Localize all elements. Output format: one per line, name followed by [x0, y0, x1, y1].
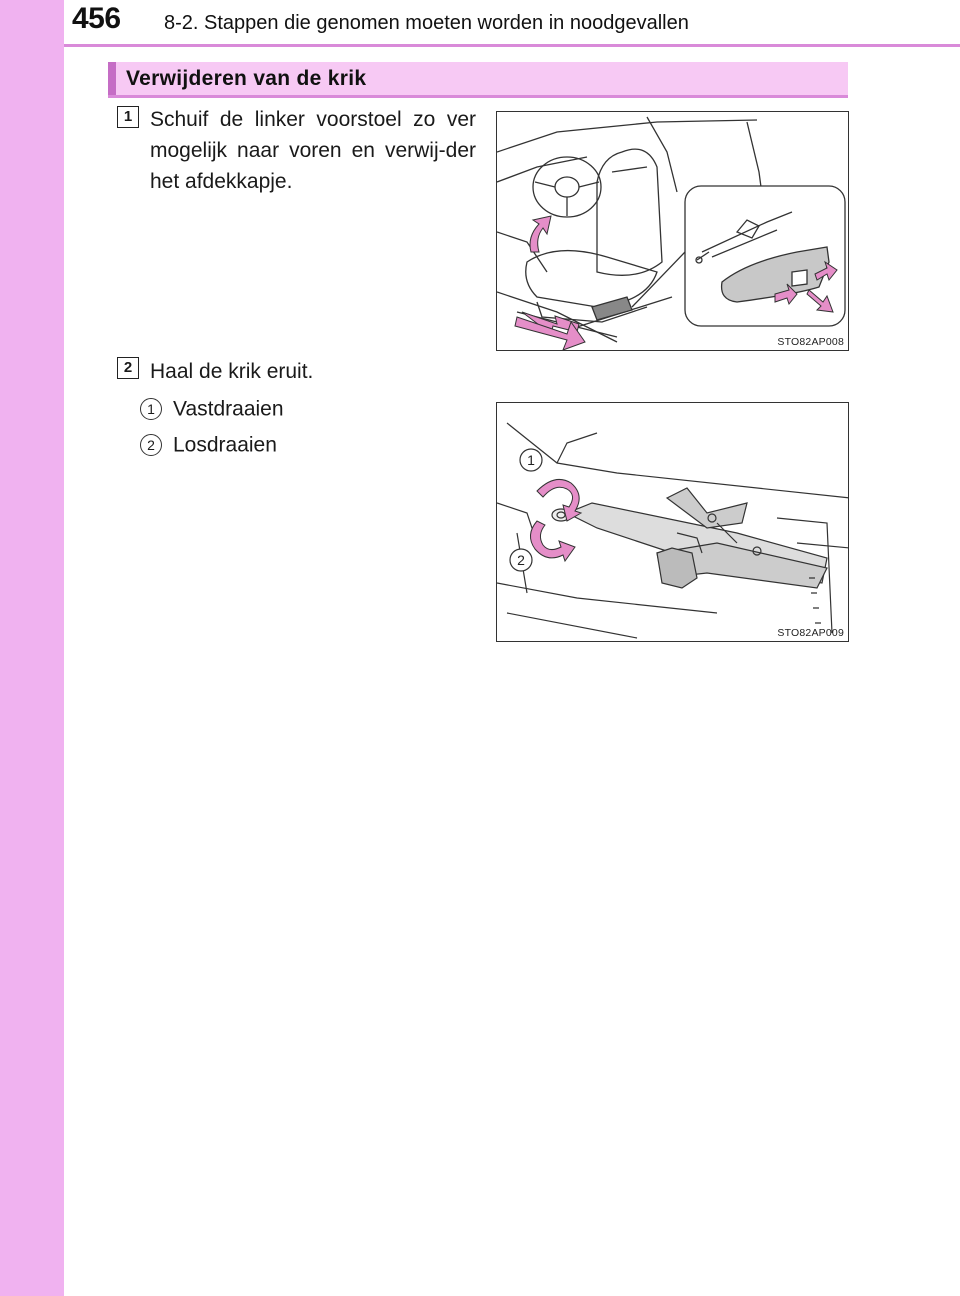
step-1-badge: 1 — [117, 106, 139, 128]
section-heading — [108, 62, 848, 98]
legend-item-tighten — [140, 397, 284, 423]
side-margin-band — [0, 0, 64, 1296]
figure-seat-cover — [496, 111, 849, 351]
section-title: Verwijderen van de krik — [126, 67, 367, 90]
legend-label: Losdraaien — [173, 433, 277, 457]
jack-illustration — [497, 403, 849, 642]
figure-1-code: STO82AP008 — [777, 336, 844, 348]
section-accent — [108, 62, 116, 95]
step-2-text: Haal de krik eruit. — [150, 360, 314, 383]
legend-number: 1 — [140, 398, 162, 420]
legend-number: 2 — [140, 434, 162, 456]
figure-callout-1: 1 — [527, 452, 535, 468]
figure-jack-removal — [496, 402, 849, 642]
legend-item-loosen — [140, 433, 277, 459]
header-rule — [64, 44, 960, 47]
figure-callout-2: 2 — [517, 552, 525, 568]
step-1-text: Schuif de linker voorstoel zo ver mogelijk naar voren en verwij-der het afdekkapje. — [150, 108, 476, 193]
chapter-title: 8-2. Stappen die genomen moeten worden in noodgevallen — [164, 12, 689, 34]
page-number: 456 — [72, 2, 121, 35]
legend-label: Vastdraaien — [173, 397, 284, 421]
figure-2-code: STO82AP009 — [777, 627, 844, 639]
step-2-badge: 2 — [117, 357, 139, 379]
seat-cover-illustration — [497, 112, 849, 351]
